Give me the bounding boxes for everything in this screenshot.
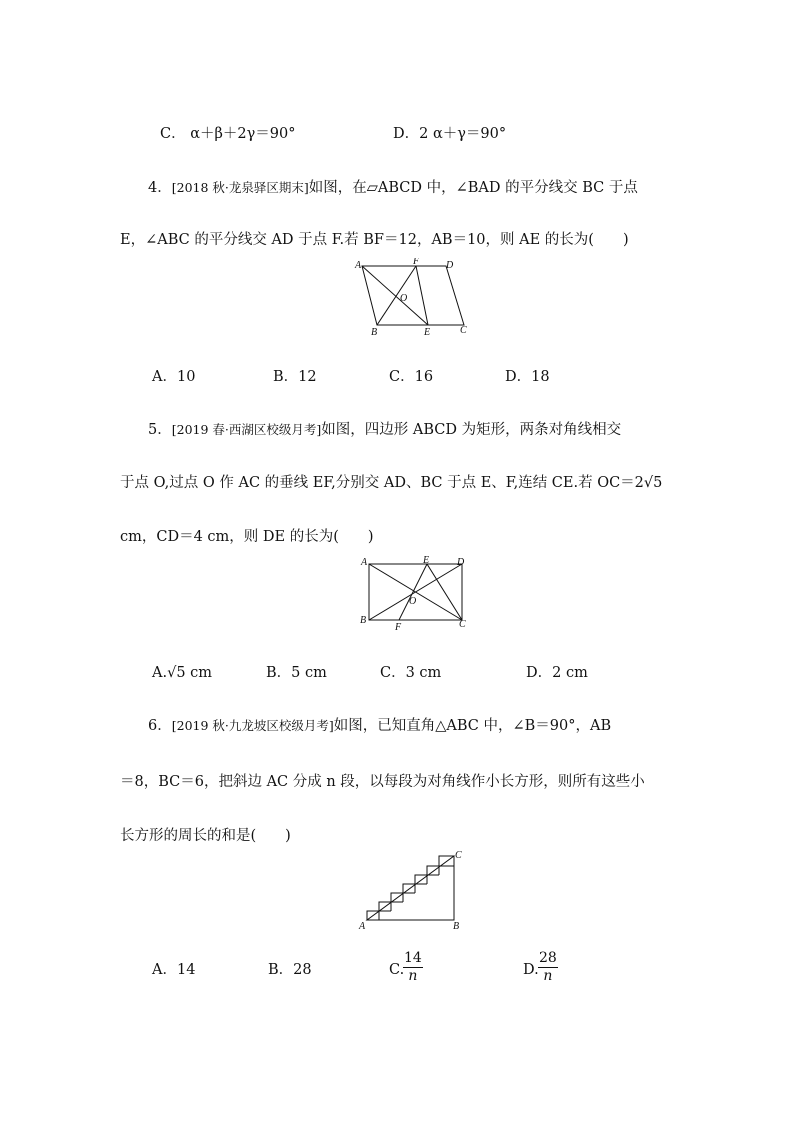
q6-option-c-denominator: n	[408, 968, 418, 984]
q6-label-c: C	[455, 850, 462, 861]
q6-stem-text: 如图，已知直角△ABC 中，∠B＝90°，AB	[333, 718, 612, 734]
q4-option-d: D．18	[505, 369, 550, 385]
q4-stem-line1	[148, 178, 638, 198]
q6-option-d-numerator: 28	[539, 950, 557, 966]
q6-label-a: A	[359, 921, 366, 932]
q3-option-d: D．2 α＋γ＝90°	[393, 126, 507, 142]
q5-stem-line2: 于点 O,过点 O 作 AC 的垂线 EF,分别交 AD、BC 于点 E、F,连结 CE.若 OC＝2√5	[120, 475, 663, 491]
q5-label-c: C	[459, 619, 466, 630]
q6-option-d-label: D.	[523, 962, 539, 978]
q5-label-e: E	[423, 555, 430, 566]
q5-label-d: D	[457, 557, 465, 568]
q4-stem-text: 如图，在▱ABCD 中，∠BAD 的平分线交 BC 于点	[308, 180, 638, 196]
q4-number: 4．	[148, 180, 172, 196]
q6-staircase-figure	[355, 848, 470, 933]
q6-option-b: B．28	[268, 962, 312, 978]
q4-source: [2018 秋·龙泉驿区期末]	[171, 180, 309, 195]
q6-option-a: A．14	[152, 962, 196, 978]
q5-option-a: A.√5 cm	[152, 665, 213, 681]
q4-label-d: D	[446, 260, 454, 271]
q6-label-b: B	[453, 921, 460, 932]
q4-option-b: B．12	[273, 369, 317, 385]
q6-number: 6．	[148, 718, 172, 734]
q5-label-o: O	[409, 596, 417, 607]
q4-label-c: C	[460, 325, 467, 336]
q4-label-e: E	[424, 327, 431, 338]
q4-label-a: A	[355, 260, 362, 271]
q6-source: [2019 秋·九龙坡区校级月考]	[171, 718, 334, 733]
q6-option-d-fraction	[538, 950, 558, 985]
q3-option-c: C． α＋β＋2γ＝90°	[160, 126, 296, 142]
q6-option-c-label: C.	[389, 962, 405, 978]
q4-label-f: F	[413, 258, 420, 267]
q4-label-b: B	[371, 327, 378, 338]
q4-label-o: O	[400, 293, 408, 304]
q5-option-c: C．3 cm	[380, 665, 442, 681]
q5-rectangle-figure	[352, 553, 477, 633]
q5-stem-line1	[148, 420, 621, 440]
q6-option-d-denominator: n	[543, 968, 553, 984]
q5-stem-text: 如图，四边形 ABCD 为矩形，两条对角线相交	[321, 422, 622, 438]
q6-option-c-numerator: 14	[404, 950, 422, 966]
q4-option-a: A．10	[152, 369, 196, 385]
q5-number: 5．	[148, 422, 172, 438]
q6-option-c-fraction	[403, 950, 423, 985]
q5-stem-line3: cm，CD＝4 cm，则 DE 的长为( )	[120, 529, 374, 545]
q5-source: [2019 春·西湖区校级月考]	[171, 422, 322, 437]
q5-label-b: B	[360, 615, 367, 626]
q6-stem-line3: 长方形的周长的和是( )	[120, 828, 291, 844]
q6-stem-line2: ＝8，BC＝6，把斜边 AC 分成 n 段，以每段为对角线作小长方形，则所有这些小	[120, 774, 645, 790]
q5-option-d: D．2 cm	[526, 665, 588, 681]
q5-label-a: A	[361, 557, 368, 568]
q5-option-b: B．5 cm	[266, 665, 327, 681]
q4-stem-line2: E，∠ABC 的平分线交 AD 于点 F.若 BF＝12，AB＝10，则 AE 的长为( )	[120, 232, 629, 248]
q4-option-c: C．16	[389, 369, 434, 385]
q4-parallelogram-figure	[350, 258, 480, 338]
q5-label-f: F	[395, 622, 402, 633]
q6-stem-line1	[148, 716, 611, 736]
